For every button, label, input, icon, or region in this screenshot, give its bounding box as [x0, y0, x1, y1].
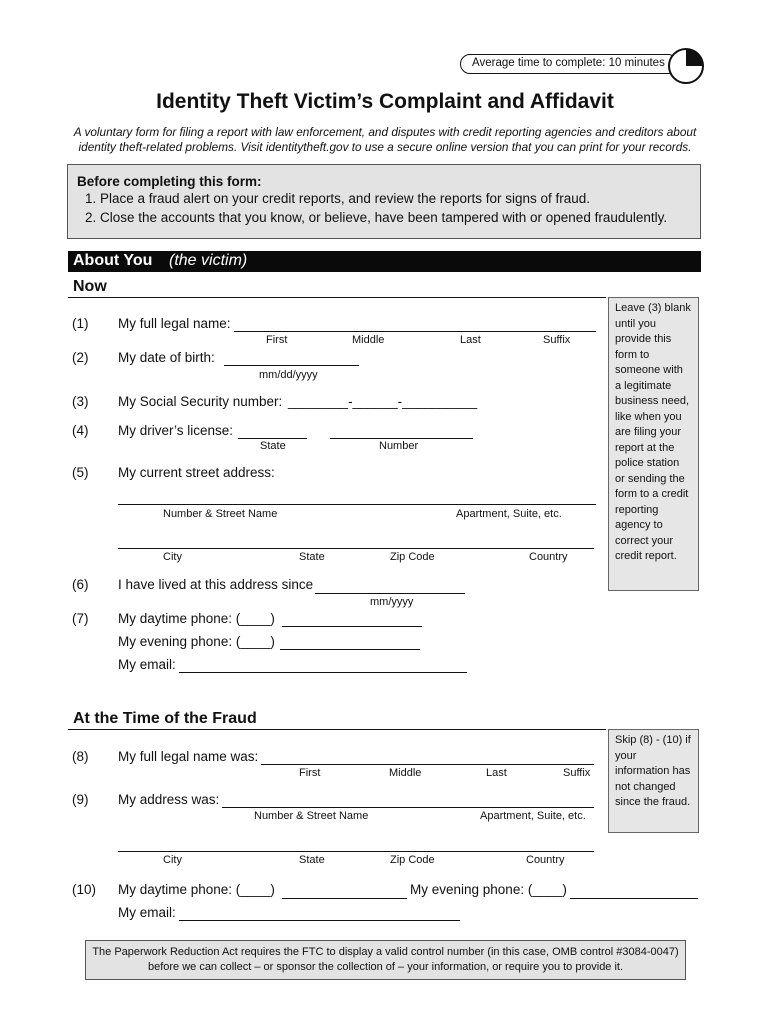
q2-date-label: mm/dd/yyyy	[259, 369, 318, 381]
q5-city-blank[interactable]	[118, 548, 594, 549]
q4-label: My driver’s license:	[118, 423, 234, 438]
q5-country-label: Country	[529, 551, 568, 563]
now-heading: Now	[73, 278, 107, 295]
q2-number: (2)	[72, 350, 89, 365]
q9-zip-label: Zip Code	[390, 854, 435, 866]
paperwork-notice-line-1: The Paperwork Reduction Act requires the FTC to display a valid control number (in this case, OMB control #3084-0047)	[92, 946, 679, 958]
q6-number: (6)	[72, 577, 89, 592]
q5-street-blank[interactable]	[118, 504, 596, 505]
intro-line-1: A voluntary form for filing a report with law enforcement, and disputes with credit reporting agencies and creditors about	[73, 125, 697, 139]
q1-first-label: First	[266, 334, 288, 346]
at-time-rule	[68, 729, 606, 730]
q6-label: I have lived at this address since	[118, 577, 314, 592]
q2-label: My date of birth:	[118, 350, 215, 365]
before-box	[67, 164, 701, 239]
q9-street-blank[interactable]	[222, 807, 594, 808]
q10-number: (10)	[72, 882, 97, 897]
q7-number: (7)	[72, 611, 89, 626]
q8-label: My full legal name was:	[118, 749, 259, 764]
q5-street-label: Number & Street Name	[163, 508, 278, 520]
q10-email-label: My email:	[118, 905, 176, 920]
before-heading: Before completing this form:	[77, 174, 262, 189]
q9-city-label: City	[163, 854, 182, 866]
paperwork-notice-box	[85, 940, 686, 980]
q9-street-label: Number & Street Name	[254, 810, 369, 822]
q7-evening-blank[interactable]	[280, 649, 420, 650]
q10-email-blank[interactable]	[179, 920, 460, 921]
page-title: Identity Theft Victim’s Complaint and Affidavit	[156, 90, 614, 113]
q4-number-label: Number	[379, 440, 419, 452]
q10-daytime-label: My daytime phone: (____)	[118, 882, 275, 897]
section-subtitle: (the victim)	[169, 252, 248, 269]
avg-time-badge	[460, 54, 678, 74]
q5-label: My current street address:	[118, 465, 275, 480]
q5-state-label: State	[299, 551, 325, 563]
q9-label: My address was:	[118, 792, 220, 807]
q8-number: (8)	[72, 749, 89, 764]
at-time-heading: At the Time of the Fraud	[73, 710, 257, 727]
q5-zip-label: Zip Code	[390, 551, 435, 563]
q9-apt-label: Apartment, Suite, etc.	[480, 810, 586, 822]
q5-city-label: City	[163, 551, 182, 563]
q1-blank[interactable]	[234, 331, 596, 332]
q3-number: (3)	[72, 394, 89, 409]
q8-first-label: First	[299, 767, 321, 779]
q9-country-label: Country	[526, 854, 565, 866]
before-item-1: 1. Place a fraud alert on your credit reports, and review the reports for signs of fraud.	[85, 191, 591, 206]
before-item-2: 2. Close the accounts that you know, or believe, have been tampered with or opened fraudulently.	[85, 210, 668, 225]
q4-number: (4)	[72, 423, 89, 438]
q7-email-blank[interactable]	[179, 672, 467, 673]
q9-state-label: State	[299, 854, 325, 866]
avg-time-text: Average time to complete: 10 minutes	[472, 57, 665, 69]
q1-last-label: Last	[460, 334, 481, 346]
q4-state-blank[interactable]	[238, 438, 307, 439]
now-rule	[68, 297, 606, 298]
q7-evening-label: My evening phone: (____)	[118, 634, 275, 649]
q8-suffix-label: Suffix	[563, 767, 591, 779]
q4-number-blank[interactable]	[330, 438, 473, 439]
q10-evening-label: My evening phone: (____)	[410, 882, 567, 897]
q9-city-blank[interactable]	[118, 851, 594, 852]
q1-label: My full legal name:	[118, 316, 231, 331]
paperwork-notice-line-2: before we can collect – or sponsor the collection of – your information, or require you to provide it.	[147, 961, 624, 973]
q7-daytime-blank[interactable]	[282, 626, 422, 627]
q5-number: (5)	[72, 465, 89, 480]
q1-middle-label: Middle	[352, 334, 385, 346]
q7-email-label: My email:	[118, 657, 176, 672]
clock-icon	[666, 46, 706, 86]
section-title: About You	[73, 252, 153, 269]
q1-number: (1)	[72, 316, 89, 331]
q8-last-label: Last	[486, 767, 507, 779]
q6-blank[interactable]	[315, 593, 465, 594]
q9-number: (9)	[72, 792, 89, 807]
q10-evening-blank[interactable]	[570, 898, 698, 899]
side-note-skip-8-10: Skip (8) - (10) if your information has not changed since the fraud.	[608, 729, 699, 833]
q1-suffix-label: Suffix	[543, 334, 571, 346]
intro-line-2: identity theft-related problems. Visit identitytheft.gov to use a secure online version that you can print for your records.	[78, 140, 692, 154]
q3-label: My Social Security number:	[118, 394, 283, 409]
q10-daytime-blank[interactable]	[282, 898, 407, 899]
q4-state-label: State	[260, 440, 286, 452]
q7-daytime-label: My daytime phone: (____)	[118, 611, 275, 626]
q3-ssn-blank[interactable]: ________-______-__________	[288, 394, 478, 409]
q5-apt-label: Apartment, Suite, etc.	[456, 508, 562, 520]
q8-blank[interactable]	[261, 764, 594, 765]
intro-text	[20, 125, 750, 155]
q6-mmyyyy-label: mm/yyyy	[370, 596, 414, 608]
side-note-leave-3: Leave (3) blank until you provide this form to someone with a legitimate business need, like when you are filing your report at the police station or sending the form to a credit reporting agency to correct your credit report.	[608, 297, 699, 591]
q2-blank[interactable]	[224, 365, 359, 366]
section-header	[68, 251, 701, 272]
q8-middle-label: Middle	[389, 767, 422, 779]
